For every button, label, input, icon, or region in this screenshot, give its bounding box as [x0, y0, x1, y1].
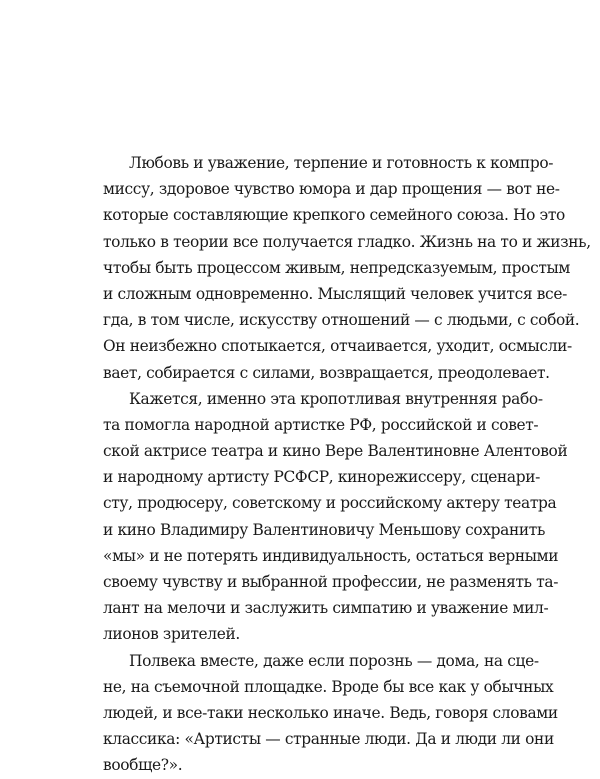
text-line: лант на мелочи и заслужить симпатию и уважение мил- — [103, 599, 549, 618]
text-line: ской актрисе театра и кино Вере Валентиновне Алентовой — [103, 442, 568, 461]
text-line: не, на съемочной площадке. Вроде бы все как у обычных — [103, 677, 554, 696]
text-line: гда, в том числе, искусству отношений — с людьми, с собой. — [103, 311, 580, 330]
text-line: и народному артисту РСФСР, кинорежиссеру, сценари- — [103, 468, 541, 487]
text-line: своему чувству и выбранной профессии, не разменять та- — [103, 573, 559, 591]
text-line: и кино Владимиру Валентиновичу Меньшову сохранить — [103, 520, 545, 539]
text-line: та помогла народной артистке РФ, российской и совет- — [103, 415, 539, 434]
text-line: чтобы быть процессом живым, непредсказуемым, простым — [103, 258, 571, 277]
text-line: Любовь и уважение, терпение и готовность к компро- — [129, 154, 554, 172]
text-line: лионов зрителей. — [103, 625, 240, 644]
text-line: и сложным одновременно. Мыслящий человек учится все- — [103, 284, 567, 303]
text-line: Он неизбежно спотыкается, отчаивается, уходит, осмысли- — [103, 337, 572, 356]
text-line: классика: «Артисты — странные люди. Да и люди ли они — [103, 730, 554, 749]
paragraph-1 — [103, 150, 591, 386]
text-line: только в теории все получается гладко. Жизнь на то и жизнь, — [103, 232, 591, 251]
body-text — [103, 150, 591, 779]
text-line: «мы» и не потерять индивидуальность, остаться верными — [103, 546, 559, 565]
paragraph-3 — [103, 648, 558, 779]
text-line: вообще?». — [103, 756, 183, 775]
text-line: Кажется, именно эта кропотливая внутренняя рабо- — [129, 389, 543, 408]
text-line: вает, собирается с силами, возвращается, преодолевает. — [103, 363, 550, 382]
text-line: людей, и все-таки несколько иначе. Ведь, говоря словами — [103, 703, 558, 722]
text-line: Полвека вместе, даже если порознь — дома, на сце- — [129, 651, 539, 670]
text-line: сту, продюсеру, советскому и российскому актеру театра — [103, 494, 557, 513]
text-line: которые составляющие крепкого семейного союза. Но это — [103, 206, 565, 225]
text-line: миссу, здоровое чувство юмора и дар прощения — вот не- — [103, 180, 560, 199]
paragraph-2 — [103, 386, 568, 648]
